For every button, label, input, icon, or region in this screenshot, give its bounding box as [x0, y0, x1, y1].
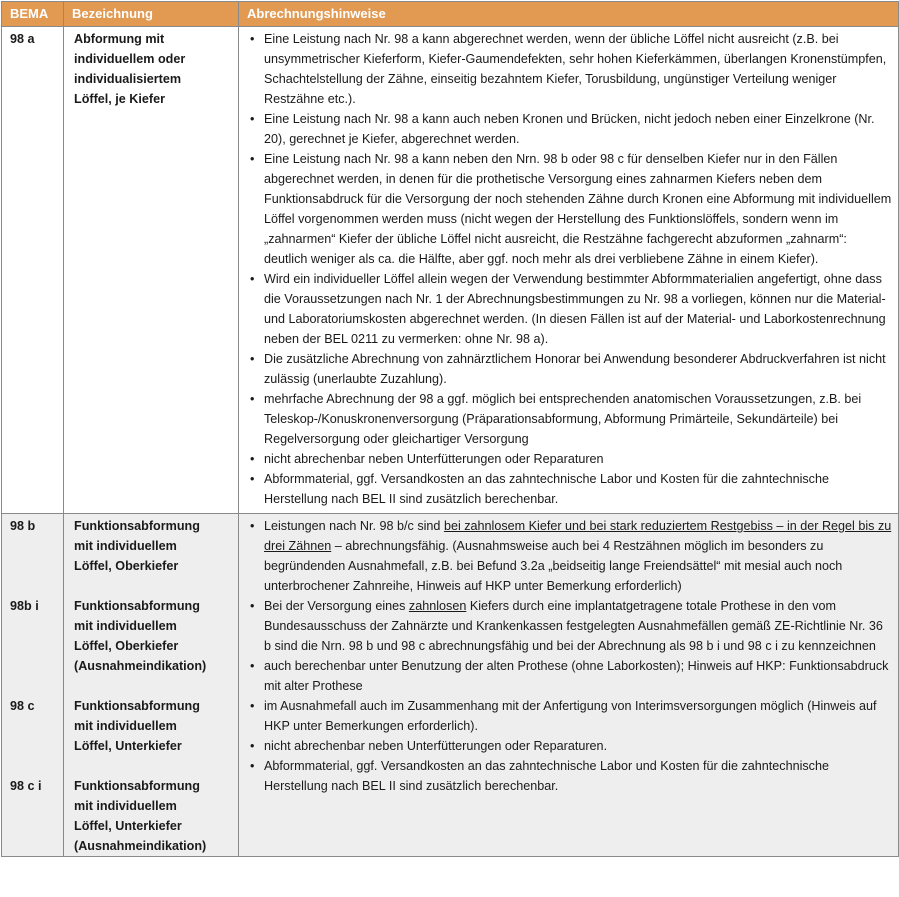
bezeichnung-line: Funktionsabformung [74, 779, 200, 793]
bezeichnung-line: Funktionsabformung [74, 519, 200, 533]
bezeichnung-line: individuellem oder [74, 52, 186, 66]
bezeichnung-group [74, 596, 234, 676]
bezeichnung-line: Löffel, Oberkiefer [74, 639, 179, 653]
bezeichnung-group [74, 696, 234, 756]
note-item: • Wird ein individueller Löffel allein wegen der Verwendung bestimmter Abformmaterialien angefertigt, ohne dass die Voraussetzungen nach Nr. 1 der Abrechnungsbestimmungen zu Nr. 98 a vorliegen, können nur die Material- und Laboratoriumskosten abgerechnet werden. (In diesen Fällen ist auf der Material- und Laborkostenrechnung neben der BEL 0211 zu vermerken: ohne Nr. 98 a). [247, 269, 892, 349]
abrechnungshinweise-cell [239, 27, 899, 514]
bezeichnung-cell [64, 514, 239, 857]
table-row-98a [2, 27, 899, 514]
bezeichnung-line: Löffel, Unterkiefer [74, 819, 182, 833]
abrechnungshinweise-cell [239, 514, 899, 857]
bezeichnung-group [74, 516, 234, 576]
bezeichnung-line: individualisiertem [74, 72, 182, 86]
bezeichnung-line: Löffel, je Kiefer [74, 92, 165, 106]
bema-code-cell [2, 514, 64, 857]
note-item: • Eine Leistung nach Nr. 98 a kann neben den Nrn. 98 b oder 98 c für denselben Kiefer nur in den Fällen abgerechnet werden, in denen für die prothetische Versorgung eines zahnarmen Kiefers neben dem Funktionsabdruck für die Versorgung der noch stehenden Zähne durch Kronen eine Abformung mit individuellem Löffel vorgenommen werden muss (nicht wegen der Herstellung des Funktionslöffels, sondern wenn im „zahnarmen“ Kiefer der übliche Löffel nicht ausreicht, die Restzähne fachgerecht abzuformen „zahnarm“: deutlich weniger als ca. die Hälfte, aber ggf. noch mehr als drei verbliebene Zähne in einem Kiefer). [247, 149, 892, 269]
bezeichnung-line: mit individuellem [74, 799, 177, 813]
bezeichnung-line: (Ausnahmeindikation) [74, 659, 207, 673]
bezeichnung-line: Funktionsabformung [74, 699, 200, 713]
note-text: Kiefers durch eine implantatgetragene totale Prothese in den vom Bundesausschuss der Zahnärzte und Krankenkassen festgelegten Ausnahmefällen gemäß ZE-Richtlinie Nr. 36 b sind die Nrn. 98 b und 98 c abrechnungsfähig und bei der Abrechnung als 98 b i und 98 c i zu kennzeichnen [264, 599, 883, 653]
bezeichnung-line: Funktionsabformung [74, 599, 200, 613]
bema-code: 98 a [2, 27, 64, 514]
bezeichnung-line: Löffel, Oberkiefer [74, 559, 179, 573]
notes-list [247, 29, 892, 509]
bema-code: 98 b [10, 519, 36, 533]
bema-code: 98b i [10, 599, 39, 613]
note-item: • nicht abrechenbar neben Unterfütterungen oder Reparaturen [247, 449, 892, 469]
bezeichnung-line: mit individuellem [74, 619, 177, 633]
bezeichnung-group [74, 776, 234, 856]
bezeichnung-line: Löffel, Unterkiefer [74, 739, 182, 753]
bezeichnung-line: mit individuellem [74, 539, 177, 553]
bezeichnung-line: Abformung mit [74, 32, 165, 46]
header-abrechnungshinweise: Abrechnungshinweise [239, 2, 899, 27]
note-item: • Die zusätzliche Abrechnung von zahnärztlichem Honorar bei Anwendung besonderer Abdruckverfahren ist nicht zulässig (unerlaubte Zuzahlung). [247, 349, 892, 389]
note-item [247, 516, 892, 596]
note-underlined-text: zahnlosen [408, 599, 467, 613]
bema-table [1, 1, 899, 857]
table-row-98bc [2, 514, 899, 857]
note-item: • Abformmaterial, ggf. Versandkosten an das zahntechnische Labor und Kosten für die zahntechnische Herstellung nach BEL II sind zusätzlich berechenbar. [247, 756, 892, 796]
bezeichnung-line: (Ausnahmeindikation) [74, 839, 207, 853]
cell-spacer [247, 796, 892, 836]
header-bezeichnung: Bezeichnung [64, 2, 239, 27]
header-row [2, 2, 899, 27]
note-item: • nicht abrechenbar neben Unterfütterungen oder Reparaturen. [247, 736, 892, 756]
note-text: – abrechnungsfähig. (Ausnahmsweise auch bei 4 Restzähnen möglich im besonders zu begründenden Ausnahmefall, z.B. bei Befund 3.2a „beidseitig lange Freiendsättel“ mit mesial auch noch unterbrochener Zahnreihe, Hinweis auf HKP unter Bemerkung erforderlich) [264, 539, 843, 593]
note-item: • mehrfache Abrechnung der 98 a ggf. möglich bei entsprechenden anatomischen Voraussetzungen, z.B. bei Teleskop-/Konuskronenversorgung (Präparationsabformung, Abformung Primärteile, Sekundärteile) bei Regelversorgung oder gleichartiger Versorgung [247, 389, 892, 449]
notes-list [247, 516, 892, 796]
note-item: • auch berechenbar unter Benutzung der alten Prothese (ohne Laborkosten); Hinweis auf HKP: Funktionsabdruck mit alter Prothese [247, 656, 892, 696]
bezeichnung-cell [64, 27, 239, 514]
note-item [247, 596, 892, 656]
bema-code: 98 c [10, 699, 35, 713]
note-underlined-text: bei zahnlosem Kiefer und bei stark reduziertem Restgebiss – in der Regel bis zu drei Zähnen [264, 519, 892, 553]
note-item: • Eine Leistung nach Nr. 98 a kann abgerechnet werden, wenn der übliche Löffel nicht ausreicht (z.B. bei unsymmetrischer Kieferform, Kiefer-Gaumendefekten, sehr hohen Kieferkämmen, überlangen Kronenstümpfen, Schachtelstellung der Zähne, einseitig bezahntem Kiefer, Torusbildung, ungünstiger Verteilung weniger Restzähne etc.). [247, 29, 892, 109]
note-item: • im Ausnahmefall auch im Zusammenhang mit der Anfertigung von Interimsversorgungen möglich (Hinweis auf HKP unter Bemerkungen erforderlich). [247, 696, 892, 736]
note-item: • Eine Leistung nach Nr. 98 a kann auch neben Kronen und Brücken, nicht jedoch neben einer Einzelkrone (Nr. 20), gerechnet je Kiefer, abgerechnet werden. [247, 109, 892, 149]
bezeichnung-line: mit individuellem [74, 719, 177, 733]
note-text: Leistungen nach Nr. 98 b/c sind [264, 519, 444, 533]
bema-code: 98 c i [10, 779, 42, 793]
note-item: • Abformmaterial, ggf. Versandkosten an das zahntechnische Labor und Kosten für die zahntechnische Herstellung nach BEL II sind zusätzlich berechenbar. [247, 469, 892, 509]
header-bema: BEMA [2, 2, 64, 27]
note-text: Bei der Versorgung eines [264, 599, 409, 613]
